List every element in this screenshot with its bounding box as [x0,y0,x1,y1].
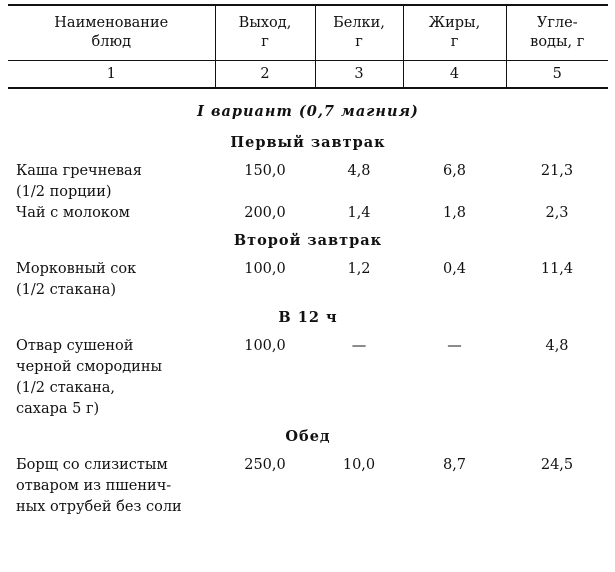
dish-name: Чай с молоком [16,205,130,221]
dish-name: Борщ со слизистым отваром из пшенич- ных отрубей без соли [16,457,182,515]
dish-output: 100,0 [244,261,286,277]
header-row [8,5,608,61]
table-body [8,88,608,518]
dish-fat: — [447,338,462,354]
column-number: 4 [403,61,506,89]
column-number: 1 [8,61,215,89]
dish-protein: — [351,338,367,354]
column-number-row [8,61,608,89]
meal-row [8,301,608,336]
table-row [8,259,608,301]
dish-carbs: 21,3 [540,163,574,179]
table-row [8,203,608,224]
dish-name: Каша гречневая (1/2 порции) [16,163,142,200]
meal-title: Первый завтрак [230,134,386,151]
header-protein: Белки, г [315,5,403,61]
dish-name: Морковный сок (1/2 стакана) [16,261,137,298]
meal-title: Обед [285,428,331,445]
dish-fat: 8,7 [442,457,467,473]
dish-protein: 10,0 [342,457,376,473]
table-row [8,161,608,203]
header-fat: Жиры, г [403,5,506,61]
dish-protein: 1,2 [347,261,371,277]
dish-fat: 0,4 [442,261,467,277]
nutrition-table [8,4,608,518]
dish-protein: 1,4 [347,205,371,221]
table-row [8,336,608,420]
meal-row [8,126,608,161]
header-name: Наименование блюд [8,5,215,61]
meal-row [8,224,608,259]
column-number: 5 [506,61,608,89]
meal-title: В 12 ч [278,309,338,326]
dish-output: 150,0 [244,163,286,179]
dish-carbs: 11,4 [540,261,574,277]
header-carbs: Угле- воды, г [506,5,608,61]
column-number: 2 [215,61,315,89]
meal-title: Второй завтрак [233,232,383,249]
variant-row [8,88,608,126]
dish-carbs: 2,3 [545,205,569,221]
dish-name: Отвар сушеной черной смородины (1/2 стакана, сахара 5 г) [16,338,163,417]
dish-output: 200,0 [244,205,286,221]
dish-output: 100,0 [244,338,286,354]
dish-carbs: 24,5 [540,457,574,473]
dish-fat: 6,8 [442,163,467,179]
table-row [8,455,608,518]
dish-protein: 4,8 [347,163,371,179]
variant-title: I вариант (0,7 магния) [197,103,419,120]
dish-carbs: 4,8 [545,338,569,354]
dish-output: 250,0 [244,457,286,473]
dish-fat: 1,8 [442,205,467,221]
header-output: Выход, г [215,5,315,61]
column-number: 3 [315,61,403,89]
meal-row [8,420,608,455]
